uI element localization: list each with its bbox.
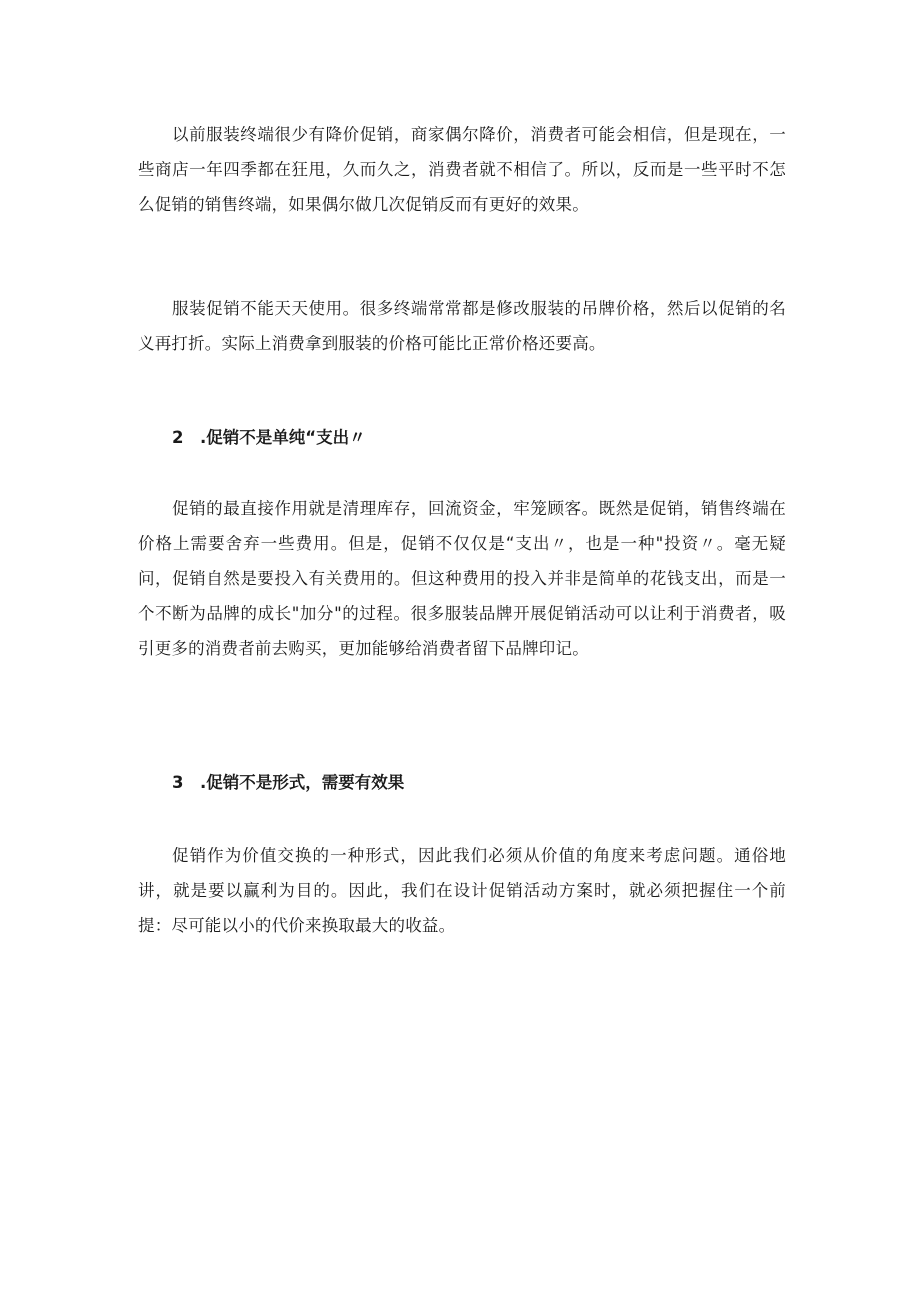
paragraph-no-daily-promotion: 服装促销不能天天使用。很多终端常常都是修改服装的吊牌价格，然后以促销的名义再打折。实际上消费拿到服装的价格可能比正常价格还要高。 [138,299,786,353]
paragraph-value-exchange: 促销作为价值交换的一种形式，因此我们必须从价值的角度来考虑问题。通俗地讲，就是要以赢利为目的。因此，我们在设计促销活动方案时，就必须把握住一个前提：尽可能以小的代价来换取最大的收益。 [138,846,786,935]
section-heading-2 [138,426,820,450]
paragraph-promotion-investment: 促销的最直接作用就是清理库存，回流资金，牢笼顾客。既然是促销，销售终端在价格上需要舍弃一些费用。但是，促销不仅仅是“支出〃，也是一种"投资〃。毫无疑问，促销自然是要投入有关费用的。但这种费用的投入并非是简单的花钱支出，而是一个不断为品牌的成长"加分"的过程。很多服装品牌开展促销活动可以让利于消费者，吸引更多的消费者前去购买，更加能够给消费者留下品牌印记。 [138,499,786,658]
section-number: 3 [172,773,184,792]
section-title: .促销不是形式，需要有效果 [200,773,405,792]
paragraph-price-cut-trust: 以前服装终端很少有降价促销，商家偶尔降价，消费者可能会相信，但是现在，一些商店一年四季都在狂甩，久而久之，消费者就不相信了。所以，反而是一些平时不怎么促销的销售终端，如果偶尔做几次促销反而有更好的效果。 [138,125,786,214]
section-title: .促销不是单纯“支出〃 [200,428,366,447]
section-heading-3 [138,771,820,795]
section-number: 2 [172,428,184,447]
